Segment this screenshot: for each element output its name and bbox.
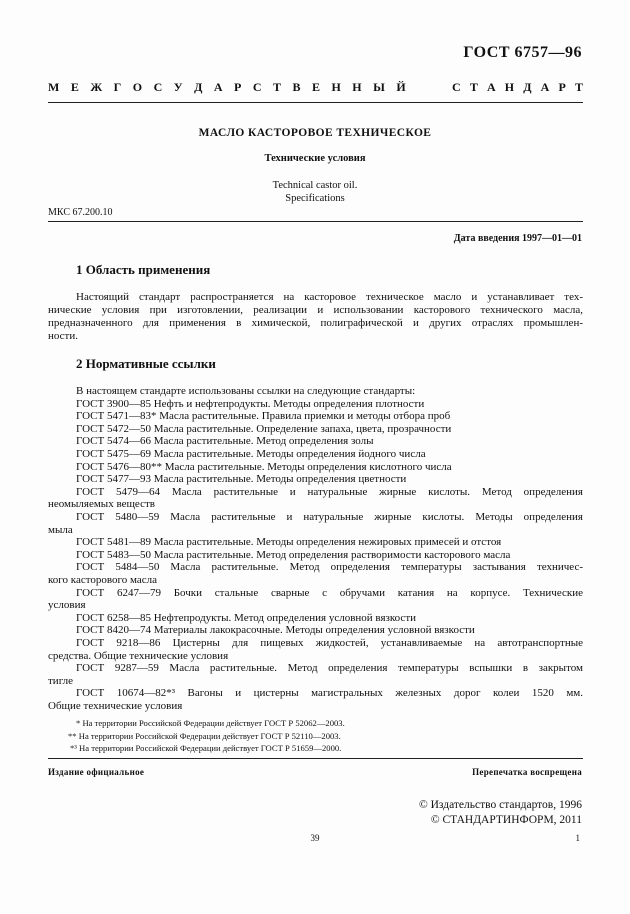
- reference-line: ГОСТ 5474—66 Масла растительные. Метод определения золы: [76, 435, 374, 448]
- reference-line: ГОСТ 8420—74 Материалы лакокрасочные. Методы определения условной вязкости: [76, 624, 475, 637]
- section-2-heading: 2 Нормативные ссылки: [76, 356, 216, 371]
- footnote-1: * На территории Российской Федерации действует ГОСТ Р 52062—2003.: [76, 718, 345, 728]
- intro-date: Дата введения 1997—01—01: [453, 233, 582, 244]
- reference-line: В настоящем стандарте использованы ссылки на следующие стандарты:: [76, 385, 416, 397]
- footnote-2: ** На территории Российской Федерации действует ГОСТ Р 52110—2003.: [68, 731, 341, 741]
- reference-line: ГОСТ 5476—80** Масла растительные. Методы определения кислотного числа: [76, 460, 452, 473]
- section-1-line: предназначенного для применения в химической, полиграфической и других отраслях промышлен-: [48, 317, 583, 329]
- reference-line: ГОСТ 9218—86 Цистерны для пищевых жидкостей, устанавливаемые на автотранспортные: [76, 637, 583, 649]
- mks-rule: [48, 221, 583, 222]
- gost-code: ГОСТ 6757—96: [463, 44, 582, 61]
- reference-line: ГОСТ 6258—85 Нефтепродукты. Метод определения условной вязкости: [76, 611, 417, 624]
- standard-type-banner: [48, 80, 583, 95]
- english-title-line2: Specifications: [285, 193, 345, 204]
- document-title: МАСЛО КАСТОРОВОЕ ТЕХНИЧЕСКОЕ: [198, 127, 432, 139]
- section-1-line: Настоящий стандарт распространяется на касторовое техническое масло и устанавливает тех-: [76, 291, 583, 303]
- reference-line: ГОСТ 5479—64 Масла растительные и натуральные жирные кислоты. Метод определения: [76, 485, 583, 498]
- reference-line: ГОСТ 5484—50 Масла растительные. Метод определения температуры застывания техничес-: [76, 561, 583, 574]
- reference-line: ГОСТ 5481—89 Масла растительные. Методы определения нежировых примесей и отстоя: [76, 536, 502, 549]
- copyright-line-1: © Издательство стандартов, 1996: [418, 799, 582, 811]
- corner-number: 1: [575, 833, 580, 843]
- section-1-heading: 1 Область применения: [76, 262, 211, 277]
- reference-line: ГОСТ 5475—69 Масла растительные. Методы определения йодного числа: [76, 448, 426, 460]
- reference-line: ГОСТ 5480—59 Масла растительные и натуральные жирные кислоты. Методы определения: [76, 511, 583, 523]
- reference-line: Общие технические условия: [48, 700, 183, 712]
- mks-code: МКС 67.200.10: [48, 207, 113, 218]
- banner-word-standard: С Т А Н Д А Р Т: [452, 80, 583, 94]
- section-1-line: нические условия при изготовлении, реализации и использовании касторового технического масла,: [48, 304, 583, 316]
- edition-label: Издание официальное: [48, 767, 145, 777]
- reference-line: средства. Общие технические условия: [48, 649, 229, 662]
- footer-rule: [48, 758, 583, 759]
- reference-line: ГОСТ 5477—93 Масла растительные. Методы определения цветности: [76, 473, 407, 486]
- reference-line: кого касторового масла: [48, 574, 158, 586]
- reference-line: условия: [48, 599, 86, 612]
- reference-line: ГОСТ 5471—83* Масла растительные. Правила приемки и методы отбора проб: [76, 410, 451, 423]
- reprint-label: Перепечатка воспрещена: [472, 767, 582, 777]
- copyright-line-2: © СТАНДАРТИНФОРМ, 2011: [430, 814, 582, 826]
- header-rule: [48, 102, 583, 103]
- section-1-line: ности.: [48, 330, 78, 342]
- reference-line: ГОСТ 3900—85 Нефть и нефтепродукты. Методы определения плотности: [76, 397, 425, 410]
- reference-line: мыла: [48, 523, 73, 536]
- page-number: 39: [310, 833, 320, 843]
- footnote-3: *³ На территории Российской Федерации действует ГОСТ Р 51659—2000.: [70, 743, 342, 753]
- document-subtitle: Технические условия: [264, 153, 366, 164]
- reference-line: ГОСТ 5472—50 Масла растительные. Определение запаха, цвета, прозрачности: [76, 422, 452, 435]
- reference-line: ГОСТ 5483—50 Масла растительные. Метод определения растворимости касторового масла: [76, 548, 511, 561]
- english-title-line1: Technical castor oil.: [272, 180, 358, 191]
- reference-line: ГОСТ 9287—59 Масла растительные. Метод определения температуры вспышки в закрытом: [76, 662, 583, 675]
- reference-line: ГОСТ 6247—79 Бочки стальные сварные с обручами катания на корпусе. Технические: [76, 586, 583, 599]
- reference-line: неомыляемых веществ: [48, 498, 155, 511]
- banner-word-interstate: М Е Ж Г О С У Д А Р С Т В Е Н Н Ы Й: [48, 80, 406, 94]
- reference-line: ГОСТ 10674—82*³ Вагоны и цистерны магистральных железных дорог колеи 1520 мм.: [76, 687, 583, 700]
- reference-line: тигле: [48, 674, 74, 687]
